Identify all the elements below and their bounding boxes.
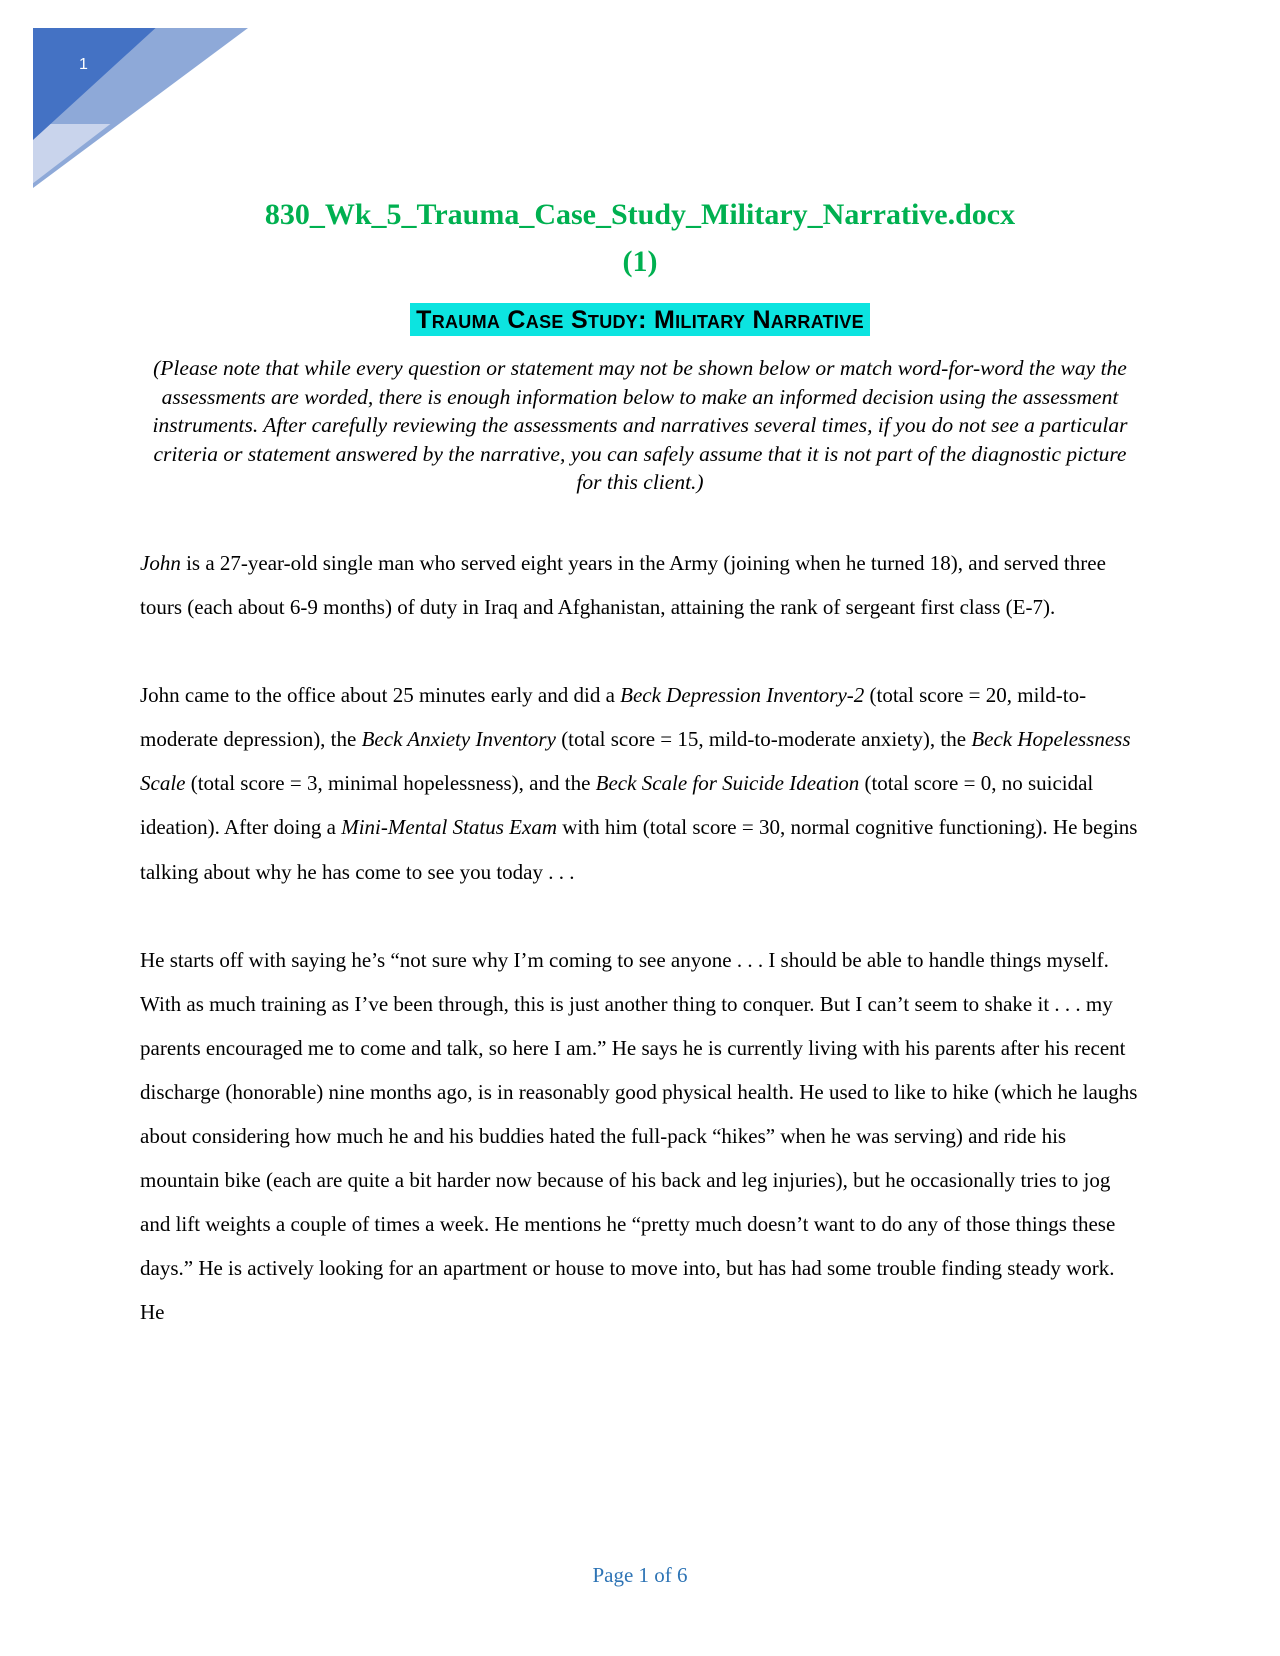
disclaimer-note: (Please note that while every question or statement may not be shown below or match word-for-word the way the assessments are worded, there is enough information below to make an informed decision using the assessment instruments. After carefully reviewing the assessments and narratives several times, if you do not see a particular criteria or statement answered by the narrative, you can safely assume that it is not part of the diagnostic picture for this client.) bbox=[152, 356, 1128, 495]
section-heading bbox=[140, 305, 1140, 336]
paragraph: John is a 27-year-old single man who served eight years in the Army (joining when he turned 18), and served three tours (each about 6-9 months) of duty in Iraq and Afghanistan, attaining the rank of sergeant first class (E-7). bbox=[140, 550, 1106, 620]
paragraphs bbox=[140, 541, 1140, 1335]
section-heading-text: Trauma Case Study: Military Narrative bbox=[410, 303, 870, 336]
document-title-line2: (1) bbox=[622, 244, 658, 278]
corner-decoration bbox=[33, 28, 248, 188]
paragraph: John came to the office about 25 minutes early and did a Beck Depression Inventory-2 (total score = 20, mild-to-moderate depression), the Beck Anxiety Inventory (total score = 15, mild-to-moderate anxiety), the Beck Hopelessness Scale (total score = 3, minimal hopelessness), and the Beck Scale for Suicide Ideation (total score = 0, no suicidal ideation). After doing a Mini-Mental Status Exam with him (total score = 30, normal cognitive functioning). He begins talking about why he has come to see you today . . . bbox=[140, 683, 1138, 884]
paragraph: He starts off with saying he’s “not sure why I’m coming to see anyone . . . I should be able to handle things myself. With as much training as I’ve been through, this is just another thing to conquer. But I can’t seem to shake it . . . my parents encouraged me to come and talk, so here I am.” He says he is currently living with his parents after his recent discharge (honorable) nine months ago, is in reasonably good physical health. He used to like to hike (which he laughs about considering how much he and his buddies hated the full-pack “hikes” when he was serving) and ride his mountain bike (each are quite a bit harder now because of his back and leg injuries), but he occasionally tries to jog and lift weights a couple of times a week. He mentions he “pretty much doesn’t want to do any of those things these days.” He is actively looking for an apartment or house to move into, but has had some trouble finding steady work. He bbox=[140, 947, 1138, 1325]
document-title-line1: 830_Wk_5_Trauma_Case_Study_Military_Narrative.docx bbox=[264, 198, 1016, 231]
page-footer: Page 1 of 6 bbox=[592, 1563, 688, 1587]
page-corner-number: 1 bbox=[79, 56, 88, 73]
document-title bbox=[140, 192, 1140, 285]
